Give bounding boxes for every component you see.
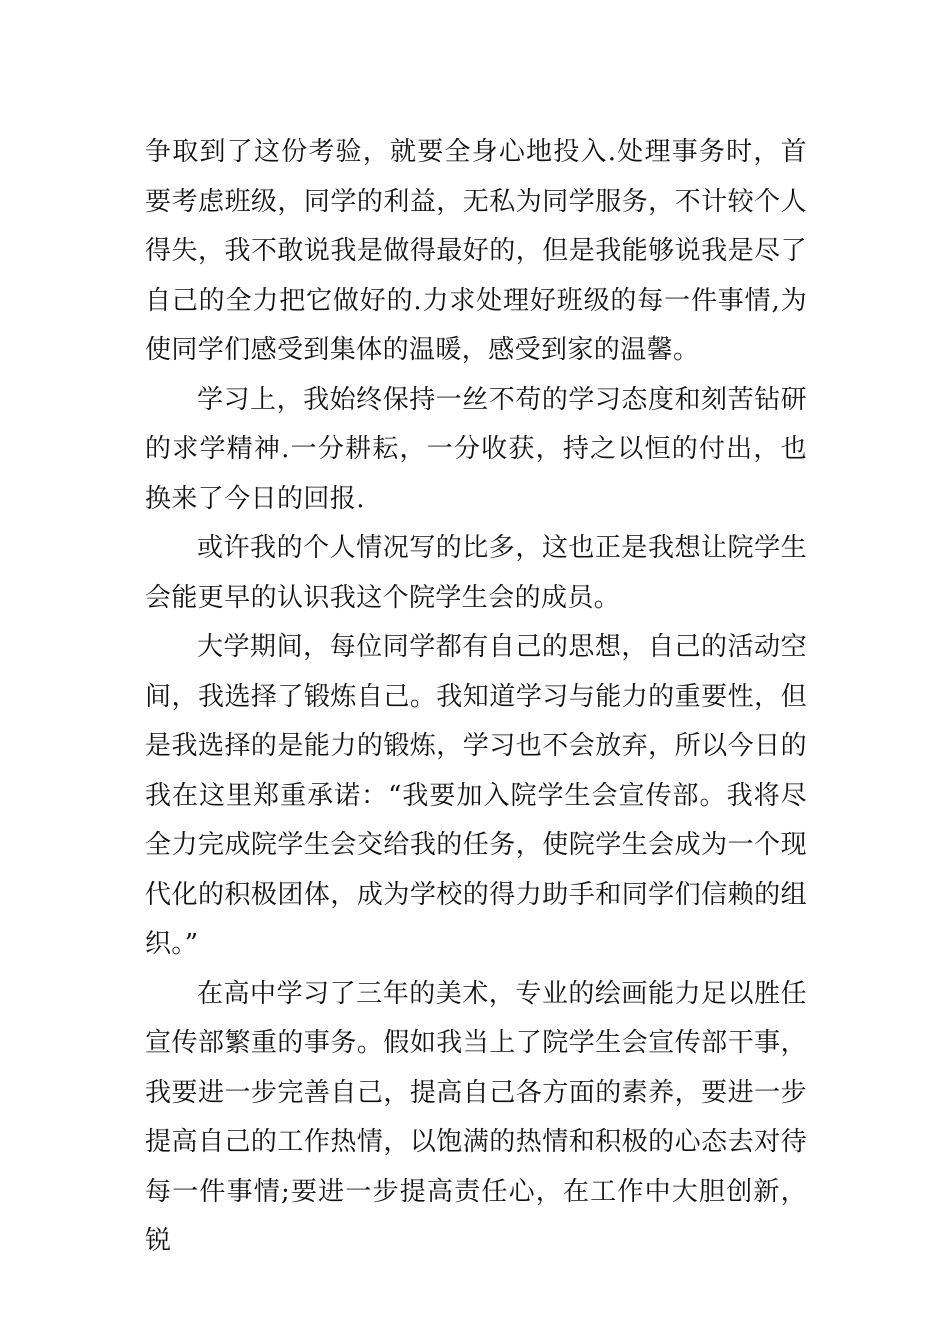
paragraph-2: 学习上，我始终保持一丝不苟的学习态度和刻苦钻研的求学精神.一分耕耘，一分收获，持之以恒的付出，也换来了今日的回报. [145, 384, 807, 514]
document-body [145, 128, 807, 1267]
paragraph-4: 大学期间，每位同学都有自己的思想，自己的活动空间，我选择了锻炼自己。我知道学习与能力的重要性，但是我选择的是能力的锻炼，学习也不会放弃，所以今日的我在这里郑重承诺：“我要加入院学生会宣传部。我将尽全力完成院学生会交给我的任务，使院学生会成为一个现代化的积极团体，成为学校的得力助手和同学们信赖的组织。” [145, 632, 807, 959]
paragraph-1: 争取到了这份考验，就要全身心地投入.处理事务时，首要考虑班级，同学的利益，无私为同学服务，不计较个人得失，我不敢说我是做得最好的，但是我能够说我是尽了自己的全力把它做好的.力求处理好班级的每一件事情,为使同学们感受到集体的温暖，感受到家的温馨。 [145, 137, 807, 365]
paragraph-3: 或许我的个人情况写的比多，这也正是我想让院学生会能更早的认识我这个院学生会的成员。 [145, 533, 807, 613]
paragraph-5: 在高中学习了三年的美术，专业的绘画能力足以胜任宣传部繁重的事务。假如我当上了院学生会宣传部干事，我要进一步完善自己，提高自己各方面的素养，要进一步提高自己的工作热情，以饱满的热情和积极的心态去对待每一件事情;要进一步提高责任心，在工作中大胆创新，锐 [145, 978, 807, 1256]
